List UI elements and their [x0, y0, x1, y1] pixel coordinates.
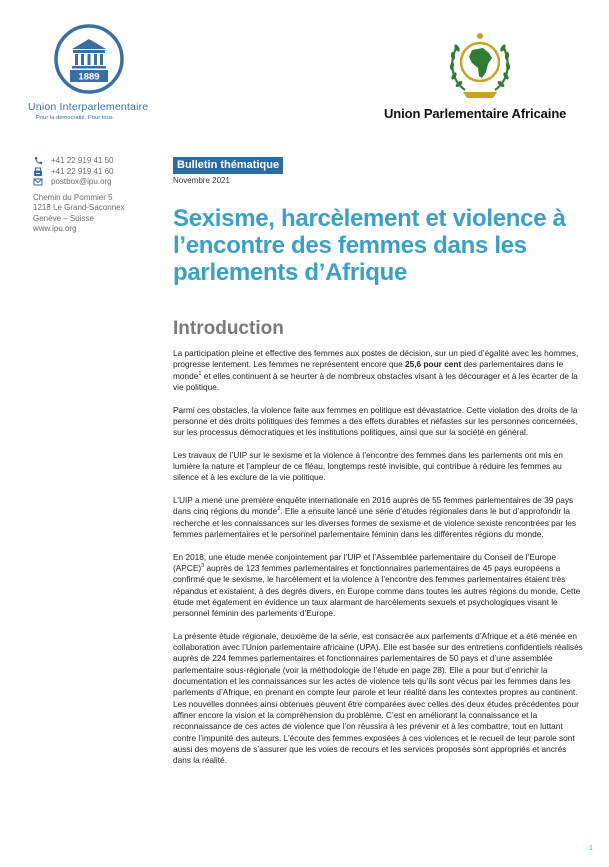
ipu-name: Union Interparlementaire [28, 101, 149, 113]
phone-icon [33, 156, 43, 166]
email-icon [33, 177, 43, 187]
statistic-highlight: 25,6 pour cent [405, 359, 462, 370]
email-link[interactable]: postbox@ipu.org [51, 177, 112, 186]
paragraph: L’UIP a mené une première enquête internationale en 2016 auprès de 55 femmes parlementaires de 39 pays dans cinq régions du monde$^2$. Elle a ensuite lancé une série d’études régionales dans le but d’approfondir la recherche et les connaissances sur les diverses formes de sexisme et de violence sexiste rencontrées par les femmes parlementaires et le personnel parlementaire féminin dans les différentes régions du monde. [173, 495, 577, 540]
ipu-year: 1889 [78, 71, 100, 83]
ipu-tagline: Pour la démocratie. Pour tous. [36, 115, 115, 121]
address-line: Genève – Suisse [33, 213, 94, 223]
publication-date: Novembre 2021 [173, 176, 230, 185]
contact-email [33, 177, 163, 188]
footnote-ref[interactable]: 3 [201, 563, 205, 570]
body-text [173, 348, 585, 778]
apu-emblem-icon [445, 28, 515, 100]
footnote-ref[interactable]: 2 [277, 506, 281, 513]
bulletin-badge: Bulletin thématique [173, 157, 283, 174]
fax-icon [33, 167, 43, 177]
fax-number: +41 22 919 41 60 [51, 166, 114, 176]
address-line: 1218 Le Grand-Saconnex [33, 203, 125, 212]
website-link[interactable]: www.ipu.org [33, 224, 77, 233]
apu-name: Union Parlementaire Africaine [384, 106, 567, 121]
contact-block [33, 156, 163, 235]
page-number: 1 [589, 845, 593, 852]
footnote-ref[interactable]: 1 [198, 370, 202, 377]
contact-fax [33, 167, 163, 178]
ipu-emblem-icon [54, 24, 124, 94]
paragraph: La participation pleine et effective des femmes aux postes de décision, sur un pied d’égalité avec les hommes, progresse lentement. Les femmes ne représentent encore que 25,6 pour cent des parlementaires dans le monde$^1$ et elles continuent à se heurter à de nombreux obstacles visant à les décourager et à les écarter de la vie politique. [173, 348, 579, 392]
address [33, 193, 163, 235]
paragraph: En 2018, une étude menée conjointement par l’UIP et l’Assemblée parlementaire du Conseil de l’Europe (APCE)$^3$ auprès de 123 femmes parlementaires et fonctionnaires parlementaires de 45 pays européens a confirmé que le sexisme, le harcèlement et la violence à l’encontre des femmes parlementaires étaient très répandus et existaient, à des degrés divers, en Europe comme dans toutes les autres régions du monde. Cette étude met également en évidence un taux alarmant de harcèlements sexuels et psychologiques visant le personnel féminin des parlements d’Europe. [173, 551, 581, 619]
section-title: Introduction [173, 318, 284, 339]
contact-phone [33, 156, 163, 167]
paragraph: Les travaux de l’UIP sur le sexisme et la violence à l’encontre des femmes dans les parlements ont mis en lumière la nature et l’ampleur de ce fléau, longtemps resté invisible, qui contribue à réduire les femmes au silence et à les exclure de la vie politique. [173, 449, 563, 483]
paragraph: Parmi ces obstacles, la violence faite aux femmes en politique est dévastatrice. Cette violation des droits de la personne et des droits politiques des femmes a des effets durables et néfastes sur les personnes concernées, sur les processus démocratiques et les institutions politiques, ainsi que sur la société en général. [173, 404, 578, 438]
phone-link[interactable]: +41 22 919 41 50 [51, 156, 114, 165]
address-line: Chemin du Pommier 5 [33, 192, 113, 202]
ipu-logo [28, 24, 168, 129]
document-title: Sexisme, harcèlement et violence à l’encontre des femmes dans les parlements d’Afrique [173, 205, 566, 286]
paragraph: La présente étude régionale, deuxième de la série, est consacrée aux parlements d’Afrique et a été menée en collaboration avec l’Union parlementaire africaine (UPA). Elle est basée sur des entretiens confidentiels réalisés auprès de 224 femmes parlementaires et fonctionnaires parlementaires de 50 pays et d’une assemblée parlementaire sous-régionale (voir la méthodologie de l’étude en page 28). Elle a pour but d’enrichir la documentation et les connaissances sur les actes de violence tels qu’ils sont vécus par les femmes dans les parlements d’Afrique, en prenant en compte leur parole et leur réalité dans les contextes propres au continent. Les nouvelles données ainsi obtenues peuvent être comparées avec celles des deux études précédentes pour affiner encore la vision et la compréhension du problème. C’est en améliorant la connaissance et la reconnaissance de ces actes de violence que l’on réussira à les prévenir et à les combattre, tout en luttant contre l’impunité des auteurs. L’écoute des femmes exposées à ces violences et le recueil de leur parole sont aussi des moyens de s’assurer que les voies de recours et les services proposés sont appropriés et ancrés dans la réalité. [173, 630, 583, 766]
